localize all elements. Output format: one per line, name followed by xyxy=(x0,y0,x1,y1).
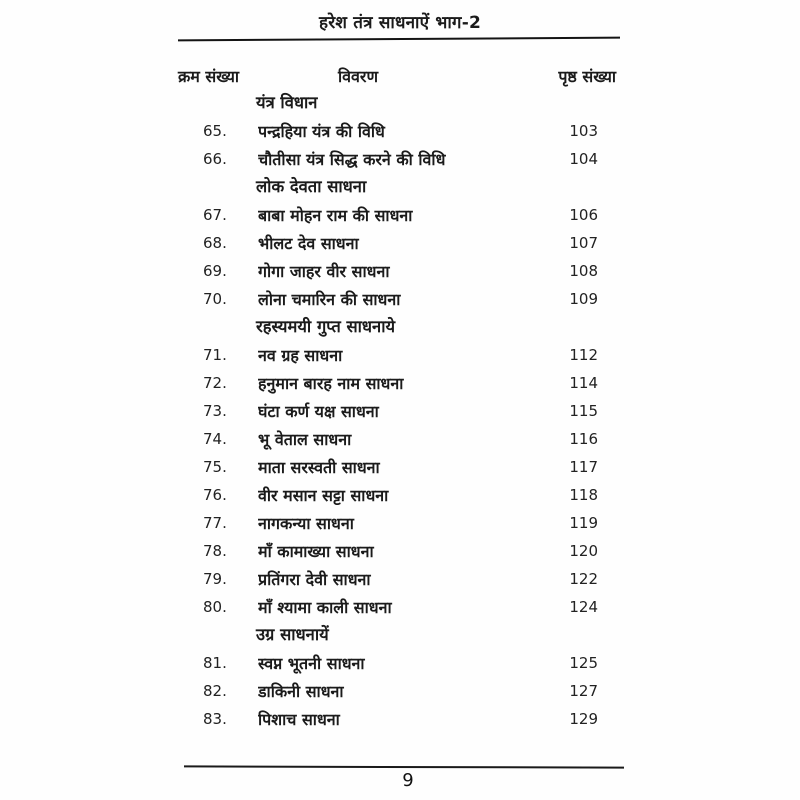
toc-entry-row xyxy=(178,481,618,509)
toc-entry-title: भीलट देव साधना xyxy=(258,234,359,253)
toc-entry-row xyxy=(178,145,618,173)
toc-entry-row xyxy=(178,369,618,397)
toc-entry-serial: 71. xyxy=(203,346,227,364)
toc-entry-title: माँ श्यामा काली साधना xyxy=(258,598,392,617)
toc-entry-serial: 73. xyxy=(203,402,227,420)
toc-entry-row xyxy=(178,705,618,733)
toc-entry-serial: 83. xyxy=(203,710,227,728)
toc-entry-page: 104 xyxy=(569,150,598,168)
toc-entry-page: 107 xyxy=(569,234,598,252)
toc-entry-title: नव ग्रह साधना xyxy=(258,346,343,365)
toc-entry-page: 119 xyxy=(569,514,598,532)
section-heading: लोक देवता साधना xyxy=(256,177,367,196)
toc-entry-page: 118 xyxy=(569,486,598,504)
toc-entry-page: 122 xyxy=(569,570,598,588)
toc-entry-serial: 70. xyxy=(203,290,227,308)
toc-entry-page: 114 xyxy=(569,374,598,392)
toc-entry-serial: 67. xyxy=(203,206,227,224)
toc-entry-page: 103 xyxy=(569,122,598,140)
column-headers xyxy=(178,61,618,89)
section-heading: रहस्यमयी गुप्त साधनाये xyxy=(256,317,396,336)
column-header-page: पृष्ठ संख्या xyxy=(558,67,616,86)
toc-entry-title: पन्द्रहिया यंत्र की विधि xyxy=(258,122,385,141)
toc-entry-serial: 82. xyxy=(203,682,227,700)
toc-entry-serial: 66. xyxy=(203,150,227,168)
toc-entry-title: माँ कामाख्या साधना xyxy=(258,542,374,561)
footer-divider xyxy=(184,765,624,768)
section-heading: उग्र साधनायें xyxy=(256,625,329,644)
toc-entry-row xyxy=(178,229,618,257)
toc-entry-row xyxy=(178,341,618,369)
table-of-contents xyxy=(178,61,618,733)
book-title: हरेश तंत्र साधनाऐं भाग-2 xyxy=(319,13,481,33)
toc-entry-serial: 78. xyxy=(203,542,227,560)
toc-entry-title: हनुमान बारह नाम साधना xyxy=(258,374,404,393)
toc-entry-page: 125 xyxy=(569,654,598,672)
section-heading: यंत्र विधान xyxy=(256,93,318,112)
toc-entry-title: प्रतिंगरा देवी साधना xyxy=(258,570,371,589)
toc-entry-serial: 76. xyxy=(203,486,227,504)
toc-entry-title: बाबा मोहन राम की साधना xyxy=(258,206,413,225)
toc-entry-title: घंटा कर्ण यक्ष साधना xyxy=(258,402,379,421)
toc-entry-page: 115 xyxy=(569,402,598,420)
toc-entry-row xyxy=(178,509,618,537)
toc-entry-row xyxy=(178,677,618,705)
toc-entry-title: डाकिनी साधना xyxy=(258,682,344,701)
header-divider xyxy=(178,37,620,42)
page-number: 9 xyxy=(402,770,414,791)
toc-entry-page: 127 xyxy=(569,682,598,700)
column-header-serial: क्रम संख्या xyxy=(178,67,240,86)
toc-entry-page: 120 xyxy=(569,542,598,560)
toc-entry-title: माता सरस्वती साधना xyxy=(258,458,380,477)
toc-entry-row xyxy=(178,257,618,285)
toc-entry-title: भू वेताल साधना xyxy=(258,430,352,449)
toc-entry-serial: 79. xyxy=(203,570,227,588)
toc-entry-row xyxy=(178,201,618,229)
toc-entry-serial: 65. xyxy=(203,122,227,140)
toc-entry-row xyxy=(178,537,618,565)
toc-entry-title: नागकन्या साधना xyxy=(258,514,354,533)
toc-entry-row xyxy=(178,117,618,145)
toc-entry-row xyxy=(178,649,618,677)
toc-entry-serial: 69. xyxy=(203,262,227,280)
toc-entry-row xyxy=(178,453,618,481)
toc-entry-page: 109 xyxy=(569,290,598,308)
toc-entry-page: 129 xyxy=(569,710,598,728)
toc-entry-serial: 81. xyxy=(203,654,227,672)
column-header-description: विवरण xyxy=(338,67,379,86)
toc-entry-page: 106 xyxy=(569,206,598,224)
toc-body xyxy=(178,89,618,733)
toc-entry-row xyxy=(178,397,618,425)
toc-entry-page: 116 xyxy=(569,430,598,448)
toc-entry-page: 112 xyxy=(569,346,598,364)
toc-entry-serial: 77. xyxy=(203,514,227,532)
toc-entry-serial: 80. xyxy=(203,598,227,616)
toc-entry-serial: 75. xyxy=(203,458,227,476)
toc-entry-title: गोगा जाहर वीर साधना xyxy=(258,262,390,281)
toc-entry-title: पिशाच साधना xyxy=(258,710,340,729)
toc-entry-page: 117 xyxy=(569,458,598,476)
toc-entry-title: लोना चमारिन की साधना xyxy=(258,290,401,309)
toc-entry-row xyxy=(178,425,618,453)
toc-entry-row xyxy=(178,593,618,621)
toc-entry-serial: 74. xyxy=(203,430,227,448)
toc-entry-title: वीर मसान सट्टा साधना xyxy=(258,486,389,505)
toc-entry-page: 108 xyxy=(569,262,598,280)
toc-entry-title: स्वप्न भूतनी साधना xyxy=(258,654,365,673)
toc-entry-serial: 72. xyxy=(203,374,227,392)
toc-entry-row xyxy=(178,285,618,313)
toc-entry-title: चौतीसा यंत्र सिद्ध करने की विधि xyxy=(258,150,446,169)
toc-entry-page: 124 xyxy=(569,598,598,616)
toc-entry-serial: 68. xyxy=(203,234,227,252)
toc-entry-row xyxy=(178,565,618,593)
